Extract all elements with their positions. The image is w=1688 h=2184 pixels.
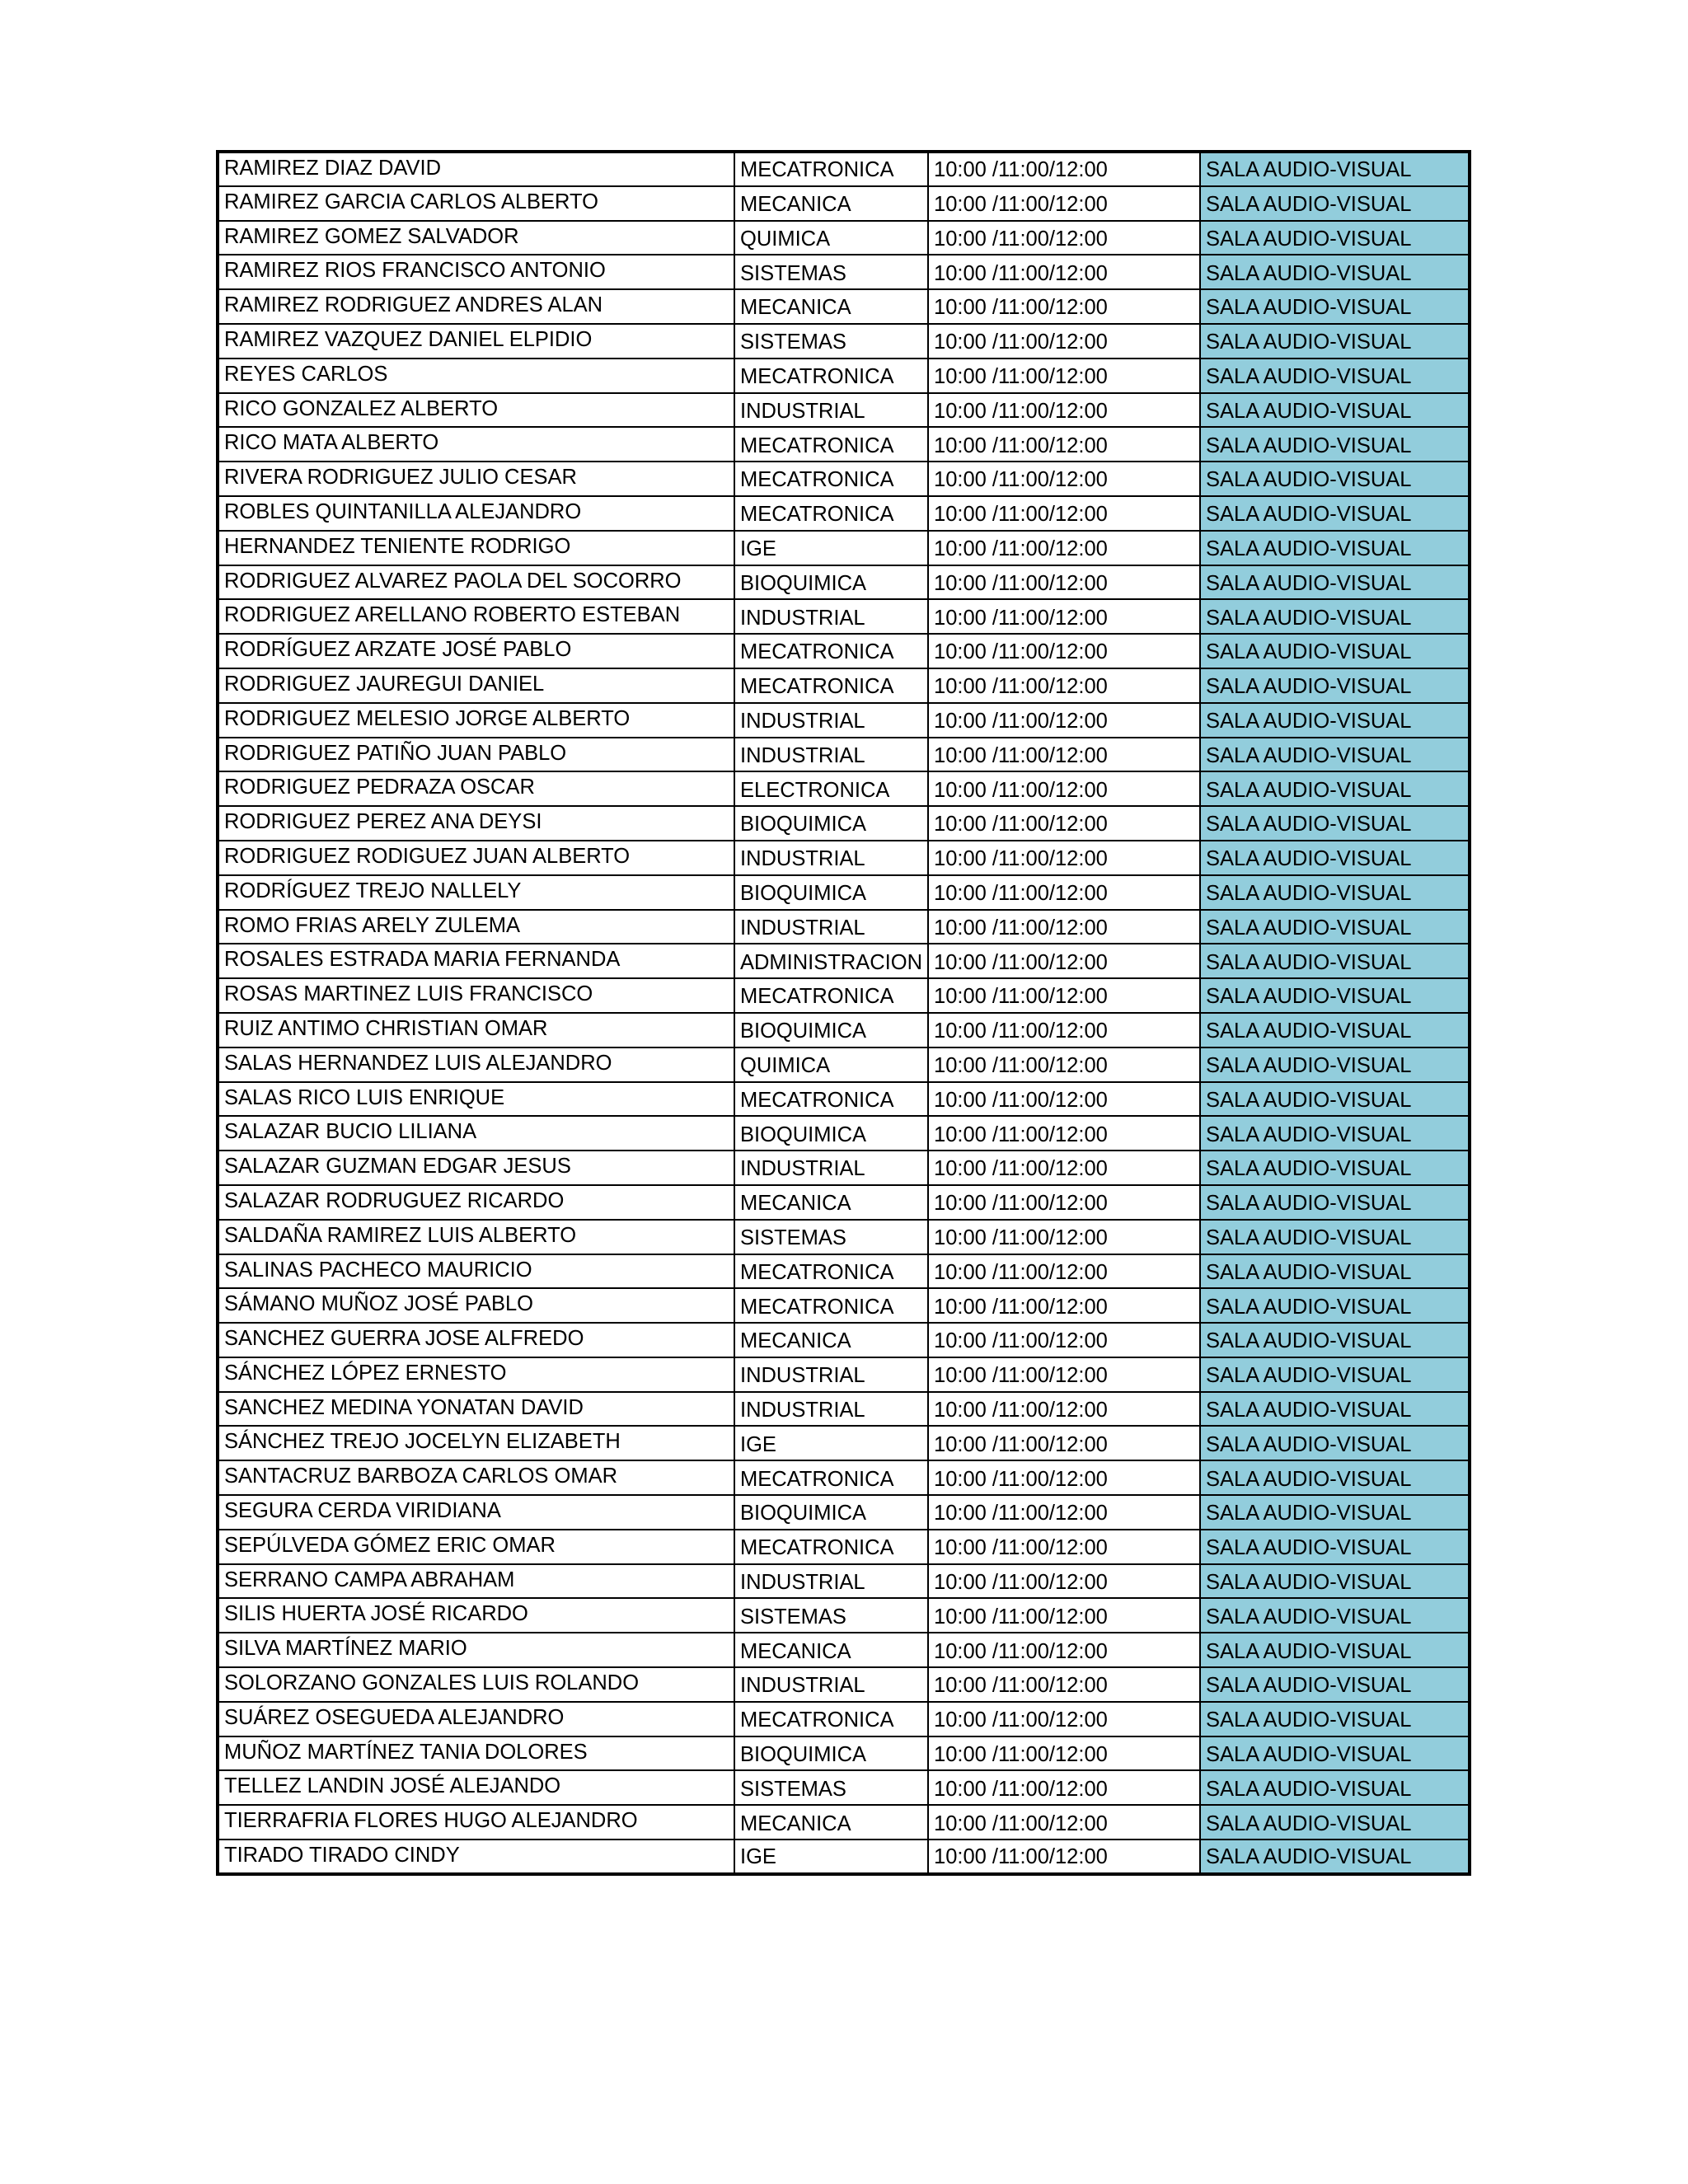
career-cell: INDUSTRIAL	[734, 1357, 928, 1392]
time-slots-cell: 10:00 /11:00/12:00	[928, 1254, 1200, 1289]
time-slots-cell: 10:00 /11:00/12:00	[928, 599, 1200, 634]
career-cell: INDUSTRIAL	[734, 841, 928, 875]
student-name-cell: MUÑOZ MARTÍNEZ TANIA DOLORES	[218, 1736, 734, 1771]
career-cell: ADMINISTRACION	[734, 944, 928, 978]
student-name-cell: SALDAÑA RAMIREZ LUIS ALBERTO	[218, 1220, 734, 1254]
table-row	[218, 668, 1470, 703]
time-slots-cell: 10:00 /11:00/12:00	[928, 1047, 1200, 1082]
time-slots-cell: 10:00 /11:00/12:00	[928, 806, 1200, 841]
table-row	[218, 1530, 1470, 1564]
table-row	[218, 875, 1470, 910]
career-cell: MECANICA	[734, 1323, 928, 1357]
student-name-cell: RODRIGUEZ JAUREGUI DANIEL	[218, 668, 734, 703]
student-name-cell: SILVA MARTÍNEZ MARIO	[218, 1633, 734, 1667]
table-row	[218, 324, 1470, 359]
time-slots-cell: 10:00 /11:00/12:00	[928, 289, 1200, 324]
room-cell: SALA AUDIO-VISUAL	[1200, 1495, 1470, 1530]
career-cell: MECATRONICA	[734, 668, 928, 703]
time-slots-cell: 10:00 /11:00/12:00	[928, 1770, 1200, 1805]
room-cell: SALA AUDIO-VISUAL	[1200, 1220, 1470, 1254]
room-cell: SALA AUDIO-VISUAL	[1200, 703, 1470, 738]
table-row	[218, 1495, 1470, 1530]
table-row	[218, 944, 1470, 978]
career-cell: MECATRONICA	[734, 1702, 928, 1736]
student-name-cell: RICO GONZALEZ ALBERTO	[218, 393, 734, 428]
career-cell: MECATRONICA	[734, 1460, 928, 1495]
time-slots-cell: 10:00 /11:00/12:00	[928, 1220, 1200, 1254]
time-slots-cell: 10:00 /11:00/12:00	[928, 1667, 1200, 1702]
student-name-cell: SANTACRUZ BARBOZA CARLOS OMAR	[218, 1460, 734, 1495]
time-slots-cell: 10:00 /11:00/12:00	[928, 531, 1200, 565]
career-cell: BIOQUIMICA	[734, 1116, 928, 1151]
table-row	[218, 1357, 1470, 1392]
table-row	[218, 496, 1470, 531]
time-slots-cell: 10:00 /11:00/12:00	[928, 771, 1200, 806]
table-row	[218, 1116, 1470, 1151]
table-row	[218, 703, 1470, 738]
career-cell: MECATRONICA	[734, 427, 928, 462]
table-row	[218, 359, 1470, 393]
career-cell: SISTEMAS	[734, 1598, 928, 1633]
student-name-cell: SÁNCHEZ LÓPEZ ERNESTO	[218, 1357, 734, 1392]
career-cell: MECATRONICA	[734, 496, 928, 531]
student-name-cell: RAMIREZ GARCIA CARLOS ALBERTO	[218, 186, 734, 221]
table-row	[218, 427, 1470, 462]
table-row	[218, 1288, 1470, 1323]
table-row	[218, 1840, 1470, 1874]
table-row	[218, 1185, 1470, 1220]
career-cell: MECATRONICA	[734, 359, 928, 393]
table-row	[218, 531, 1470, 565]
career-cell: INDUSTRIAL	[734, 393, 928, 428]
career-cell: INDUSTRIAL	[734, 599, 928, 634]
time-slots-cell: 10:00 /11:00/12:00	[928, 944, 1200, 978]
table-row	[218, 634, 1470, 668]
career-cell: MECANICA	[734, 1805, 928, 1840]
student-name-cell: RODRIGUEZ PEDRAZA OSCAR	[218, 771, 734, 806]
room-cell: SALA AUDIO-VISUAL	[1200, 1598, 1470, 1633]
career-cell: MECATRONICA	[734, 1288, 928, 1323]
career-cell: INDUSTRIAL	[734, 738, 928, 772]
student-name-cell: RUIZ ANTIMO CHRISTIAN OMAR	[218, 1013, 734, 1047]
table-row	[218, 1426, 1470, 1460]
table-row	[218, 1770, 1470, 1805]
room-cell: SALA AUDIO-VISUAL	[1200, 531, 1470, 565]
student-name-cell: SALAZAR RODRUGUEZ RICARDO	[218, 1185, 734, 1220]
schedule-table-body	[218, 152, 1470, 1874]
room-cell: SALA AUDIO-VISUAL	[1200, 875, 1470, 910]
table-row	[218, 1392, 1470, 1427]
room-cell: SALA AUDIO-VISUAL	[1200, 841, 1470, 875]
room-cell: SALA AUDIO-VISUAL	[1200, 1667, 1470, 1702]
table-row	[218, 186, 1470, 221]
student-name-cell: SANCHEZ GUERRA JOSE ALFREDO	[218, 1323, 734, 1357]
student-name-cell: RODRÍGUEZ ARZATE JOSÉ PABLO	[218, 634, 734, 668]
career-cell: BIOQUIMICA	[734, 875, 928, 910]
room-cell: SALA AUDIO-VISUAL	[1200, 1770, 1470, 1805]
time-slots-cell: 10:00 /11:00/12:00	[928, 1288, 1200, 1323]
career-cell: BIOQUIMICA	[734, 1495, 928, 1530]
table-row	[218, 1082, 1470, 1117]
career-cell: BIOQUIMICA	[734, 565, 928, 600]
room-cell: SALA AUDIO-VISUAL	[1200, 152, 1470, 186]
room-cell: SALA AUDIO-VISUAL	[1200, 221, 1470, 255]
time-slots-cell: 10:00 /11:00/12:00	[928, 427, 1200, 462]
career-cell: IGE	[734, 531, 928, 565]
time-slots-cell: 10:00 /11:00/12:00	[928, 1564, 1200, 1599]
room-cell: SALA AUDIO-VISUAL	[1200, 978, 1470, 1013]
career-cell: QUIMICA	[734, 1047, 928, 1082]
table-row	[218, 565, 1470, 600]
time-slots-cell: 10:00 /11:00/12:00	[928, 359, 1200, 393]
room-cell: SALA AUDIO-VISUAL	[1200, 1357, 1470, 1392]
student-name-cell: RAMIREZ RODRIGUEZ ANDRES ALAN	[218, 289, 734, 324]
time-slots-cell: 10:00 /11:00/12:00	[928, 565, 1200, 600]
student-name-cell: RODRIGUEZ PEREZ ANA DEYSI	[218, 806, 734, 841]
table-row	[218, 393, 1470, 428]
room-cell: SALA AUDIO-VISUAL	[1200, 1530, 1470, 1564]
room-cell: SALA AUDIO-VISUAL	[1200, 1151, 1470, 1185]
room-cell: SALA AUDIO-VISUAL	[1200, 1047, 1470, 1082]
room-cell: SALA AUDIO-VISUAL	[1200, 1288, 1470, 1323]
room-cell: SALA AUDIO-VISUAL	[1200, 255, 1470, 289]
student-name-cell: ROBLES QUINTANILLA ALEJANDRO	[218, 496, 734, 531]
career-cell: MECATRONICA	[734, 462, 928, 496]
time-slots-cell: 10:00 /11:00/12:00	[928, 910, 1200, 944]
career-cell: MECATRONICA	[734, 978, 928, 1013]
time-slots-cell: 10:00 /11:00/12:00	[928, 1736, 1200, 1771]
table-row	[218, 289, 1470, 324]
career-cell: SISTEMAS	[734, 1770, 928, 1805]
room-cell: SALA AUDIO-VISUAL	[1200, 1254, 1470, 1289]
time-slots-cell: 10:00 /11:00/12:00	[928, 978, 1200, 1013]
career-cell: INDUSTRIAL	[734, 1564, 928, 1599]
table-row	[218, 806, 1470, 841]
student-name-cell: TIRADO TIRADO CINDY	[218, 1840, 734, 1874]
student-name-cell: RODRIGUEZ PATIÑO JUAN PABLO	[218, 738, 734, 772]
time-slots-cell: 10:00 /11:00/12:00	[928, 186, 1200, 221]
time-slots-cell: 10:00 /11:00/12:00	[928, 1598, 1200, 1633]
time-slots-cell: 10:00 /11:00/12:00	[928, 1805, 1200, 1840]
room-cell: SALA AUDIO-VISUAL	[1200, 462, 1470, 496]
time-slots-cell: 10:00 /11:00/12:00	[928, 1357, 1200, 1392]
career-cell: MECATRONICA	[734, 1254, 928, 1289]
career-cell: BIOQUIMICA	[734, 1736, 928, 1771]
student-name-cell: RAMIREZ VAZQUEZ DANIEL ELPIDIO	[218, 324, 734, 359]
room-cell: SALA AUDIO-VISUAL	[1200, 1805, 1470, 1840]
career-cell: MECATRONICA	[734, 1530, 928, 1564]
student-name-cell: SALAS RICO LUIS ENRIQUE	[218, 1082, 734, 1117]
time-slots-cell: 10:00 /11:00/12:00	[928, 738, 1200, 772]
schedule-table	[216, 150, 1471, 1876]
table-row	[218, 910, 1470, 944]
time-slots-cell: 10:00 /11:00/12:00	[928, 324, 1200, 359]
career-cell: IGE	[734, 1840, 928, 1874]
room-cell: SALA AUDIO-VISUAL	[1200, 393, 1470, 428]
student-name-cell: REYES CARLOS	[218, 359, 734, 393]
student-name-cell: RODRIGUEZ ALVAREZ PAOLA DEL SOCORRO	[218, 565, 734, 600]
career-cell: MECATRONICA	[734, 1082, 928, 1117]
room-cell: SALA AUDIO-VISUAL	[1200, 1082, 1470, 1117]
room-cell: SALA AUDIO-VISUAL	[1200, 496, 1470, 531]
time-slots-cell: 10:00 /11:00/12:00	[928, 221, 1200, 255]
student-name-cell: ROMO FRIAS ARELY ZULEMA	[218, 910, 734, 944]
table-row	[218, 1013, 1470, 1047]
student-name-cell: SALAZAR BUCIO LILIANA	[218, 1116, 734, 1151]
table-row	[218, 1633, 1470, 1667]
student-name-cell: SÁNCHEZ TREJO JOCELYN ELIZABETH	[218, 1426, 734, 1460]
room-cell: SALA AUDIO-VISUAL	[1200, 1392, 1470, 1427]
table-row	[218, 462, 1470, 496]
time-slots-cell: 10:00 /11:00/12:00	[928, 1702, 1200, 1736]
time-slots-cell: 10:00 /11:00/12:00	[928, 1426, 1200, 1460]
room-cell: SALA AUDIO-VISUAL	[1200, 324, 1470, 359]
room-cell: SALA AUDIO-VISUAL	[1200, 771, 1470, 806]
student-name-cell: RODRIGUEZ RODIGUEZ JUAN ALBERTO	[218, 841, 734, 875]
student-name-cell: TELLEZ LANDIN JOSÉ ALEJANDO	[218, 1770, 734, 1805]
career-cell: INDUSTRIAL	[734, 1151, 928, 1185]
room-cell: SALA AUDIO-VISUAL	[1200, 1702, 1470, 1736]
table-row	[218, 978, 1470, 1013]
student-name-cell: RAMIREZ RIOS FRANCISCO ANTONIO	[218, 255, 734, 289]
table-row	[218, 1254, 1470, 1289]
room-cell: SALA AUDIO-VISUAL	[1200, 359, 1470, 393]
time-slots-cell: 10:00 /11:00/12:00	[928, 1151, 1200, 1185]
table-row	[218, 1323, 1470, 1357]
time-slots-cell: 10:00 /11:00/12:00	[928, 703, 1200, 738]
room-cell: SALA AUDIO-VISUAL	[1200, 634, 1470, 668]
student-name-cell: SEGURA CERDA VIRIDIANA	[218, 1495, 734, 1530]
student-name-cell: SOLORZANO GONZALES LUIS ROLANDO	[218, 1667, 734, 1702]
time-slots-cell: 10:00 /11:00/12:00	[928, 875, 1200, 910]
time-slots-cell: 10:00 /11:00/12:00	[928, 496, 1200, 531]
career-cell: MECANICA	[734, 186, 928, 221]
student-name-cell: ROSAS MARTINEZ LUIS FRANCISCO	[218, 978, 734, 1013]
room-cell: SALA AUDIO-VISUAL	[1200, 738, 1470, 772]
student-name-cell: RODRIGUEZ ARELLANO ROBERTO ESTEBAN	[218, 599, 734, 634]
student-name-cell: RAMIREZ DIAZ DAVID	[218, 152, 734, 186]
career-cell: MECANICA	[734, 1633, 928, 1667]
table-row	[218, 221, 1470, 255]
table-row	[218, 1702, 1470, 1736]
room-cell: SALA AUDIO-VISUAL	[1200, 1736, 1470, 1771]
time-slots-cell: 10:00 /11:00/12:00	[928, 1323, 1200, 1357]
career-cell: BIOQUIMICA	[734, 806, 928, 841]
room-cell: SALA AUDIO-VISUAL	[1200, 668, 1470, 703]
room-cell: SALA AUDIO-VISUAL	[1200, 289, 1470, 324]
table-row	[218, 599, 1470, 634]
table-row	[218, 841, 1470, 875]
time-slots-cell: 10:00 /11:00/12:00	[928, 152, 1200, 186]
career-cell: MECATRONICA	[734, 152, 928, 186]
time-slots-cell: 10:00 /11:00/12:00	[928, 1633, 1200, 1667]
time-slots-cell: 10:00 /11:00/12:00	[928, 1082, 1200, 1117]
table-row	[218, 771, 1470, 806]
table-row	[218, 1805, 1470, 1840]
student-name-cell: SÁMANO MUÑOZ JOSÉ PABLO	[218, 1288, 734, 1323]
student-name-cell: SALINAS PACHECO MAURICIO	[218, 1254, 734, 1289]
student-name-cell: SALAS HERNANDEZ LUIS ALEJANDRO	[218, 1047, 734, 1082]
student-name-cell: SERRANO CAMPA ABRAHAM	[218, 1564, 734, 1599]
career-cell: MECATRONICA	[734, 634, 928, 668]
room-cell: SALA AUDIO-VISUAL	[1200, 565, 1470, 600]
time-slots-cell: 10:00 /11:00/12:00	[928, 1495, 1200, 1530]
time-slots-cell: 10:00 /11:00/12:00	[928, 1840, 1200, 1874]
time-slots-cell: 10:00 /11:00/12:00	[928, 255, 1200, 289]
time-slots-cell: 10:00 /11:00/12:00	[928, 462, 1200, 496]
student-name-cell: TIERRAFRIA FLORES HUGO ALEJANDRO	[218, 1805, 734, 1840]
room-cell: SALA AUDIO-VISUAL	[1200, 1633, 1470, 1667]
career-cell: INDUSTRIAL	[734, 703, 928, 738]
student-name-cell: RODRÍGUEZ TREJO NALLELY	[218, 875, 734, 910]
time-slots-cell: 10:00 /11:00/12:00	[928, 1460, 1200, 1495]
student-name-cell: SALAZAR GUZMAN EDGAR JESUS	[218, 1151, 734, 1185]
career-cell: SISTEMAS	[734, 255, 928, 289]
table-row	[218, 1736, 1470, 1771]
student-name-cell: SUÁREZ OSEGUEDA ALEJANDRO	[218, 1702, 734, 1736]
room-cell: SALA AUDIO-VISUAL	[1200, 806, 1470, 841]
room-cell: SALA AUDIO-VISUAL	[1200, 1564, 1470, 1599]
career-cell: INDUSTRIAL	[734, 1667, 928, 1702]
table-row	[218, 1220, 1470, 1254]
room-cell: SALA AUDIO-VISUAL	[1200, 1323, 1470, 1357]
room-cell: SALA AUDIO-VISUAL	[1200, 1460, 1470, 1495]
room-cell: SALA AUDIO-VISUAL	[1200, 1013, 1470, 1047]
student-name-cell: RODRIGUEZ MELESIO JORGE ALBERTO	[218, 703, 734, 738]
room-cell: SALA AUDIO-VISUAL	[1200, 427, 1470, 462]
career-cell: ELECTRONICA	[734, 771, 928, 806]
table-row	[218, 1047, 1470, 1082]
career-cell: MECANICA	[734, 1185, 928, 1220]
career-cell: SISTEMAS	[734, 324, 928, 359]
student-name-cell: SILIS HUERTA JOSÉ RICARDO	[218, 1598, 734, 1633]
table-row	[218, 1667, 1470, 1702]
time-slots-cell: 10:00 /11:00/12:00	[928, 634, 1200, 668]
table-row	[218, 1460, 1470, 1495]
career-cell: INDUSTRIAL	[734, 910, 928, 944]
student-name-cell: SANCHEZ MEDINA YONATAN DAVID	[218, 1392, 734, 1427]
student-name-cell: SEPÚLVEDA GÓMEZ ERIC OMAR	[218, 1530, 734, 1564]
room-cell: SALA AUDIO-VISUAL	[1200, 186, 1470, 221]
student-name-cell: RICO MATA ALBERTO	[218, 427, 734, 462]
time-slots-cell: 10:00 /11:00/12:00	[928, 841, 1200, 875]
career-cell: SISTEMAS	[734, 1220, 928, 1254]
time-slots-cell: 10:00 /11:00/12:00	[928, 668, 1200, 703]
room-cell: SALA AUDIO-VISUAL	[1200, 1840, 1470, 1874]
table-row	[218, 1151, 1470, 1185]
time-slots-cell: 10:00 /11:00/12:00	[928, 393, 1200, 428]
room-cell: SALA AUDIO-VISUAL	[1200, 944, 1470, 978]
time-slots-cell: 10:00 /11:00/12:00	[928, 1185, 1200, 1220]
table-row	[218, 1564, 1470, 1599]
time-slots-cell: 10:00 /11:00/12:00	[928, 1013, 1200, 1047]
career-cell: MECANICA	[734, 289, 928, 324]
table-row	[218, 1598, 1470, 1633]
room-cell: SALA AUDIO-VISUAL	[1200, 1116, 1470, 1151]
room-cell: SALA AUDIO-VISUAL	[1200, 599, 1470, 634]
student-name-cell: RAMIREZ GOMEZ SALVADOR	[218, 221, 734, 255]
time-slots-cell: 10:00 /11:00/12:00	[928, 1392, 1200, 1427]
career-cell: IGE	[734, 1426, 928, 1460]
career-cell: BIOQUIMICA	[734, 1013, 928, 1047]
table-row	[218, 152, 1470, 186]
career-cell: QUIMICA	[734, 221, 928, 255]
table-row	[218, 255, 1470, 289]
room-cell: SALA AUDIO-VISUAL	[1200, 910, 1470, 944]
time-slots-cell: 10:00 /11:00/12:00	[928, 1530, 1200, 1564]
table-row	[218, 738, 1470, 772]
student-name-cell: ROSALES ESTRADA MARIA FERNANDA	[218, 944, 734, 978]
time-slots-cell: 10:00 /11:00/12:00	[928, 1116, 1200, 1151]
student-name-cell: RIVERA RODRIGUEZ JULIO CESAR	[218, 462, 734, 496]
student-name-cell: HERNANDEZ TENIENTE RODRIGO	[218, 531, 734, 565]
room-cell: SALA AUDIO-VISUAL	[1200, 1185, 1470, 1220]
career-cell: INDUSTRIAL	[734, 1392, 928, 1427]
room-cell: SALA AUDIO-VISUAL	[1200, 1426, 1470, 1460]
